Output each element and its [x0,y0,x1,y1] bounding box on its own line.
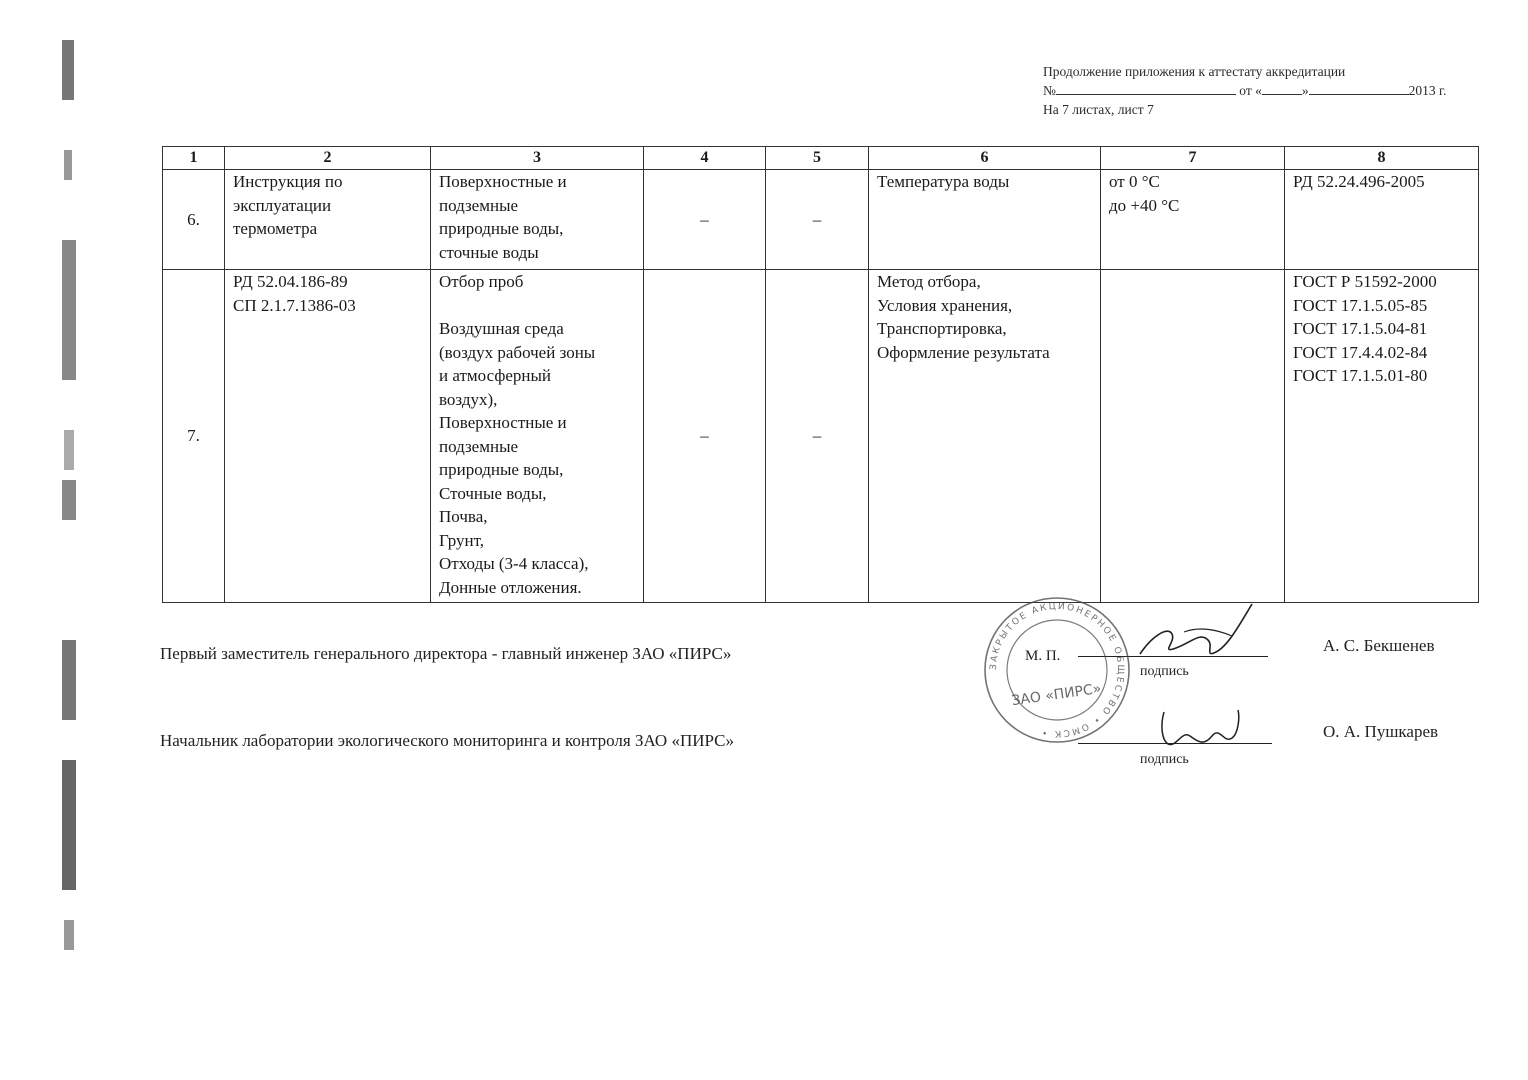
column-header: 6 [869,147,1101,170]
header-number-label: № [1043,83,1056,98]
cell-document: РД 52.04.186-89 СП 2.1.7.1386-03 [225,270,431,603]
signatory-1-title: Первый заместитель генерального директора - главный инженер ЗАО «ПИРС» [160,644,732,663]
month-blank [1309,82,1409,95]
handwritten-signature-1 [1120,596,1260,676]
cell-method: РД 52.24.496-2005 [1285,170,1479,270]
cell-range: от 0 °С до +40 °С [1101,170,1285,270]
header-line-1: Продолжение приложения к аттестату аккредитации [1043,64,1346,79]
stamp-ring-text: ЗАКРЫТОЕ АКЦИОНЕРНОЕ ОБЩЕСТВО • ОМСК • [988,601,1126,739]
header-line-2 [1043,81,1446,100]
signature-caption-2: подпись [1140,752,1189,767]
handwritten-signature-2 [1150,706,1250,756]
document-header [1043,62,1446,119]
column-header: 7 [1101,147,1285,170]
signature-caption-1: подпись [1140,664,1189,679]
column-header: 3 [431,147,644,170]
column-header: 1 [163,147,225,170]
day-blank [1262,82,1302,95]
cell-range [1101,270,1285,603]
table-row [163,270,1479,603]
header-date-open: от « [1239,83,1262,98]
cell-object: Поверхностные и подземные природные воды, сточные воды [431,170,644,270]
column-header: 5 [766,147,869,170]
cell-characteristic: Метод отбора, Условия хранения, Транспортировка, Оформление результата [869,270,1101,603]
column-header: 4 [644,147,766,170]
row-number: 6. [163,170,225,270]
table-row [163,170,1479,270]
cell-col5: – [766,270,869,603]
header-year: 2013 г. [1408,83,1447,98]
number-blank [1056,82,1236,95]
cell-col4: – [644,270,766,603]
column-header: 8 [1285,147,1479,170]
column-header: 2 [225,147,431,170]
header-date-close: » [1301,83,1309,98]
signatory-1-name: А. С. Бекшенев [1323,636,1435,655]
svg-text:ЗАКРЫТОЕ АКЦИОНЕРНОЕ ОБЩЕСТВО [989,602,1125,738]
attestation-table [162,146,1479,603]
cell-method: ГОСТ Р 51592-2000 ГОСТ 17.1.5.05-85 ГОСТ 17.1.5.04-81 ГОСТ 17.4.4.02-84 ГОСТ 17.1.5.01-80 [1285,270,1479,603]
stamp-center-text: ЗАО «ПИРС» [1010,680,1103,710]
signatory-2-title: Начальник лаборатории экологического мониторинга и контроля ЗАО «ПИРС» [160,731,734,750]
signatory-2-name: О. А. Пушкарев [1323,722,1439,741]
cell-characteristic: Температура воды [869,170,1101,270]
table-header-row [163,147,1479,170]
company-stamp [982,595,1132,745]
cell-col5: – [766,170,869,270]
header-line-3: На 7 листах, лист 7 [1043,102,1154,117]
cell-document: Инструкция по эксплуатации термометра [225,170,431,270]
row-number: 7. [163,270,225,603]
scan-edge-marks [60,0,80,1080]
stamp-place-label: М. П. [1025,648,1061,664]
cell-col4: – [644,170,766,270]
cell-object: Отбор проб Воздушная среда (воздух рабочей зоны и атмосферный воздух), Поверхностные и подземные природные воды, Сточные воды, Почва, Грунт, Отходы (3-4 класса), Донные отложения. [431,270,644,603]
